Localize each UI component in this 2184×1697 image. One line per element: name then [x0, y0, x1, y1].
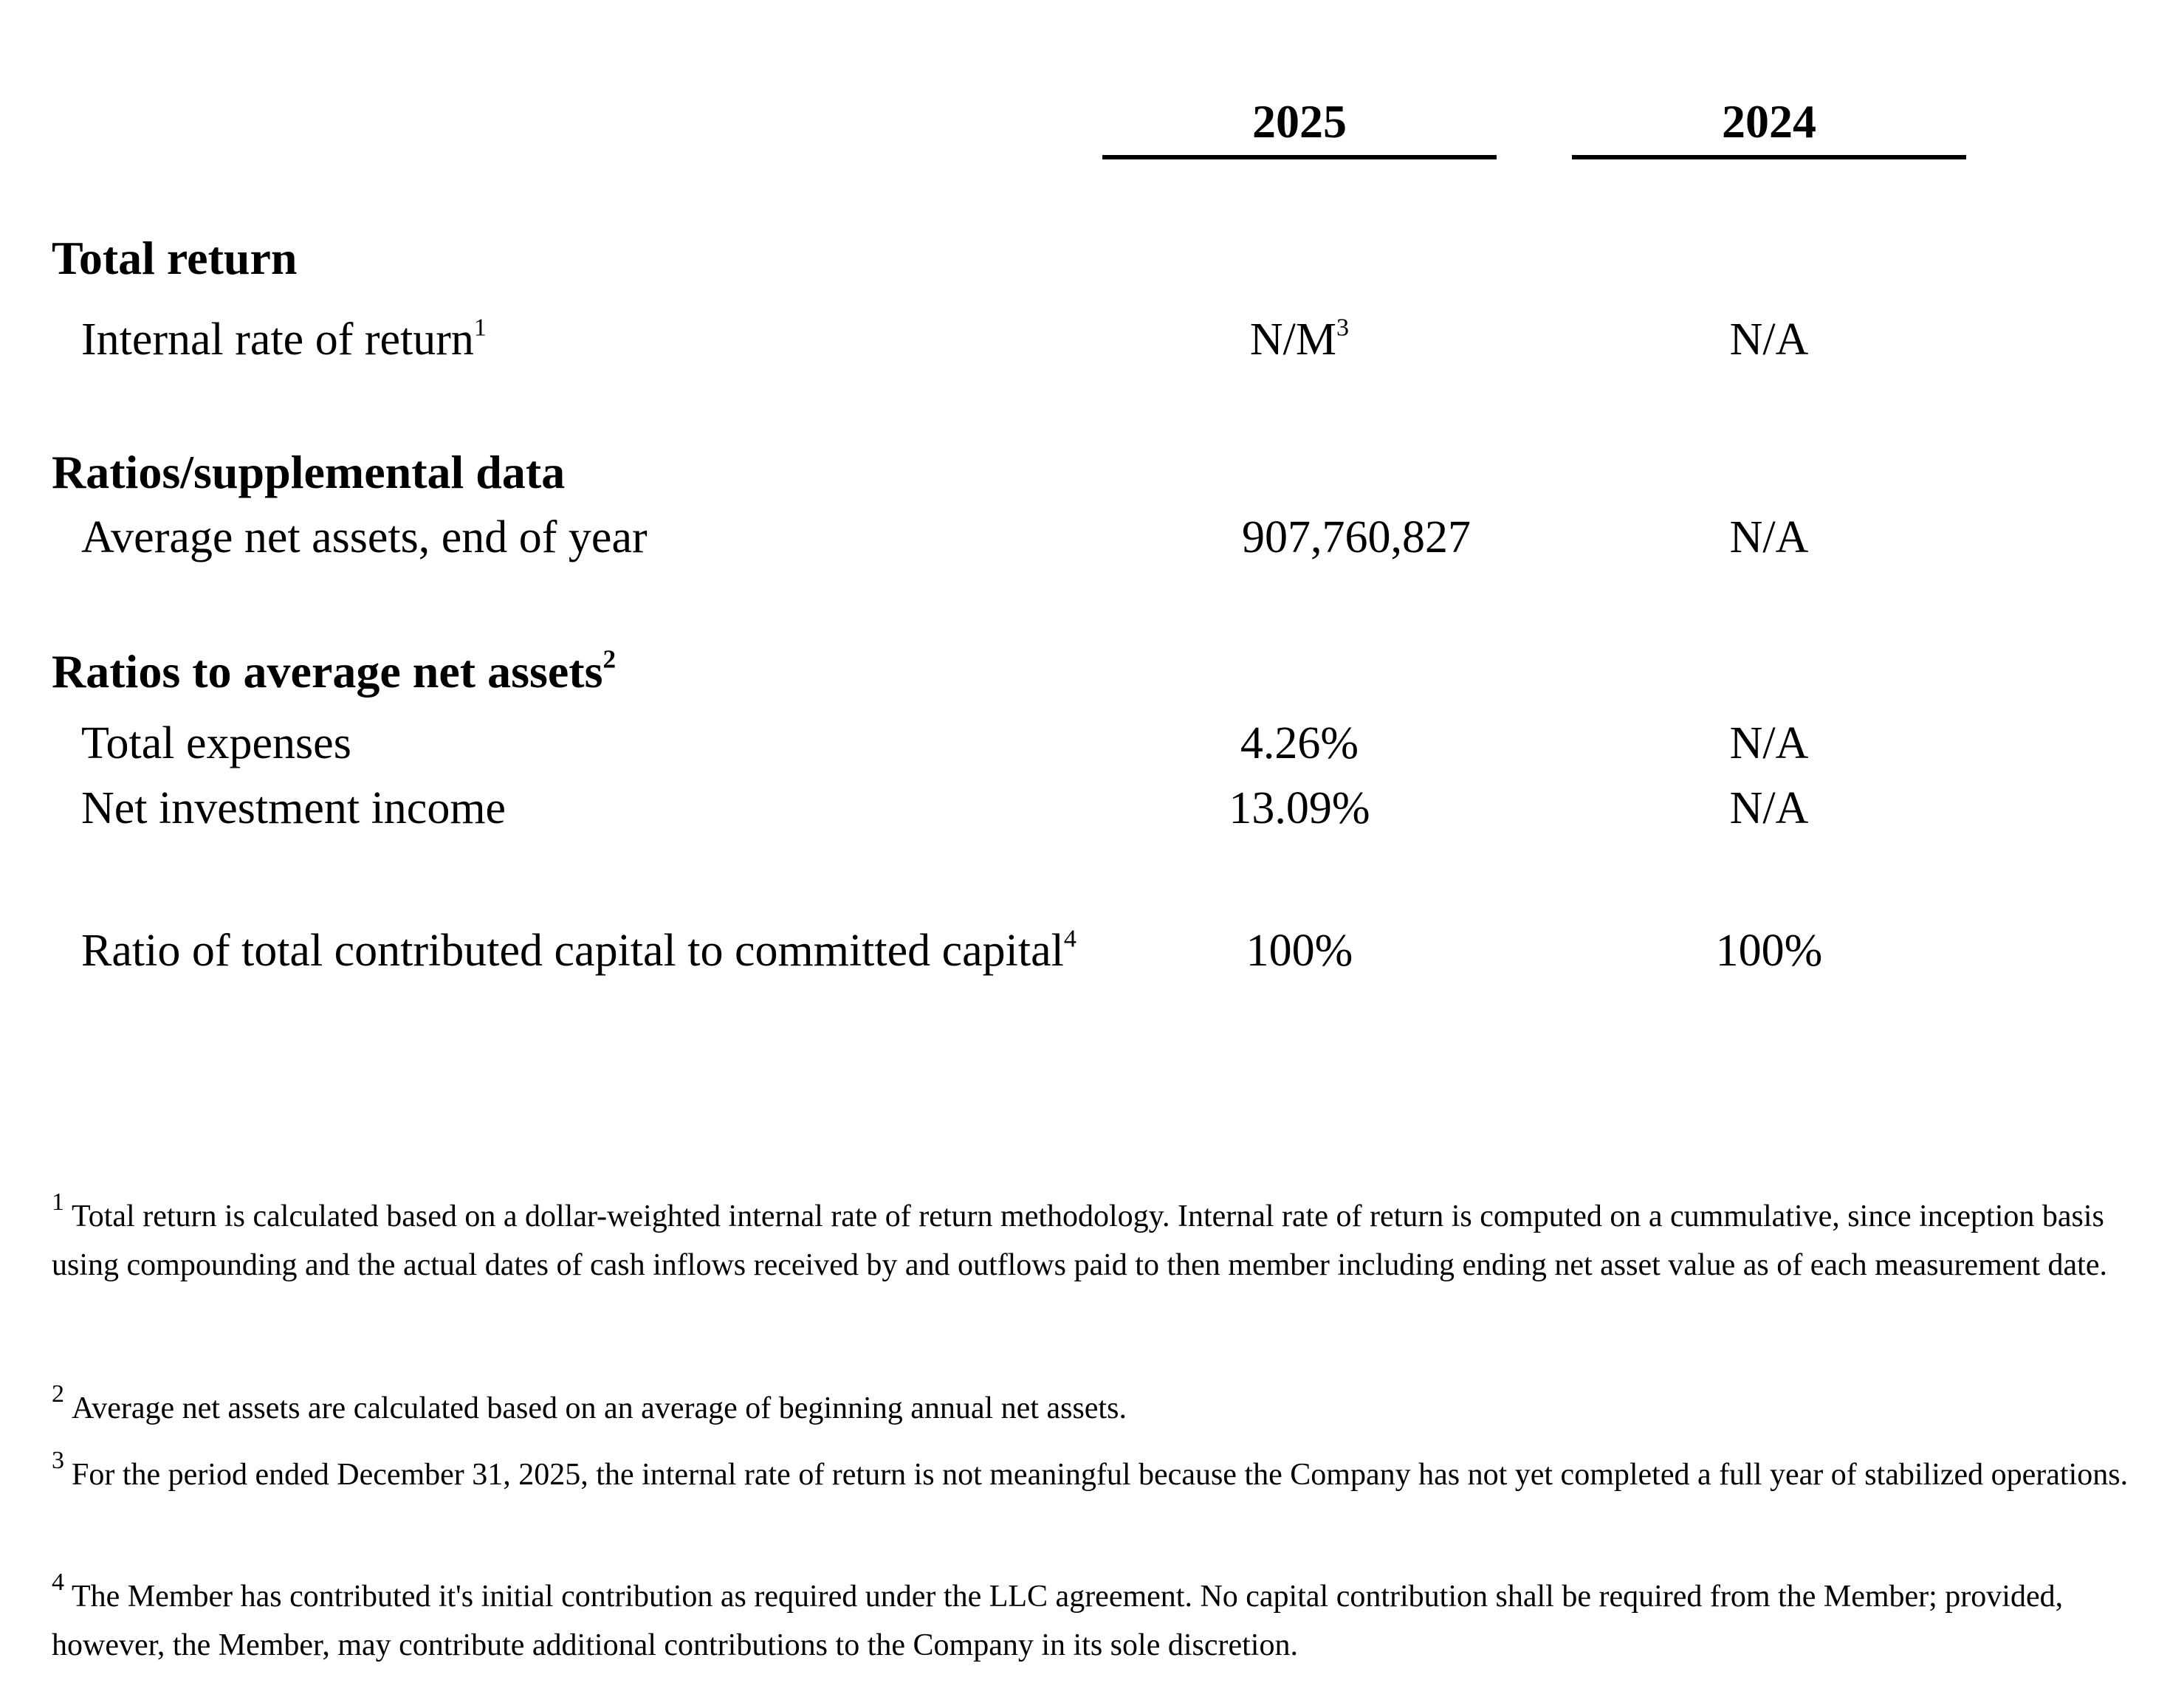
row-label-total-expenses: Total expenses	[81, 718, 351, 768]
footnote-mark: 1	[52, 1188, 64, 1216]
footnote-mark: 2	[52, 1380, 64, 1408]
row-label-internal-rate-of-return: Internal rate of return$^1$	[81, 314, 487, 365]
column-header-2024: 2024	[1572, 89, 1966, 159]
value-2024-total-expenses: N/A	[1729, 718, 1809, 768]
column-header-2025: 2025	[1102, 89, 1497, 159]
footnote-ref: 4	[1063, 925, 1076, 953]
value-2024-internal-rate-of-return: N/A	[1729, 314, 1809, 365]
row-label-net-investment-income: Net investment income	[81, 783, 506, 833]
value-2025-net-investment-income: 13.09%	[1229, 783, 1370, 833]
footnote-2: $^2$ Average net assets are calculated based on an average of beginning annual net assets.	[52, 1380, 1127, 1425]
footnote-ref: 3	[1336, 314, 1350, 342]
value-2025-contributed-to-committed-capital: 100%	[1246, 926, 1353, 976]
value-2025-internal-rate-of-return: $N/M^3$	[1249, 314, 1350, 365]
row-label-contributed-to-committed-capital: Ratio of total contributed capital to committed capital$^4$	[81, 925, 1076, 976]
footnote-mark: 3	[52, 1447, 64, 1474]
value-2024-contributed-to-committed-capital: 100%	[1715, 926, 1823, 976]
footnote-ref: 2	[602, 644, 617, 674]
section-heading-ratios-to-average-net-assets: Ratios to average net assets$^2$	[52, 644, 617, 698]
row-label-average-net-assets: Average net assets, end of year	[81, 512, 648, 562]
footnote-mark: 4	[52, 1569, 64, 1596]
footnote-1: $^1$ Total return is calculated based on a dollar-weighted internal rate of return methodology. Internal rate of return is computed on a cummulative, since inception basis using compounding and the actual dates of cash inflows received by and outflows paid to then member including ending net asset value as of each measurement date.	[52, 1188, 2107, 1282]
footnote-3: $^3$ For the period ended December 31, 2025, the internal rate of return is not meaningful because the Company has not yet completed a full year of stabilized operations.	[52, 1447, 2129, 1492]
value-2024-net-investment-income: N/A	[1729, 783, 1809, 833]
section-heading-total-return: Total return	[52, 232, 298, 284]
value-2025-average-net-assets: 907,760,827	[1242, 512, 1471, 562]
section-heading-ratios-supplemental: Ratios/supplemental data	[52, 446, 566, 498]
footnote-4: $^4$ The Member has contributed it's initial contribution as required under the LLC agreement. No capital contribution shall be required from the Member; provided, however, the Member, may contribute additional contributions to the Company in its sole discretion.	[52, 1569, 2064, 1662]
value-2025-total-expenses: 4.26%	[1240, 718, 1359, 768]
footnote-ref: 1	[473, 314, 487, 342]
value-2024-average-net-assets: N/A	[1729, 512, 1809, 562]
